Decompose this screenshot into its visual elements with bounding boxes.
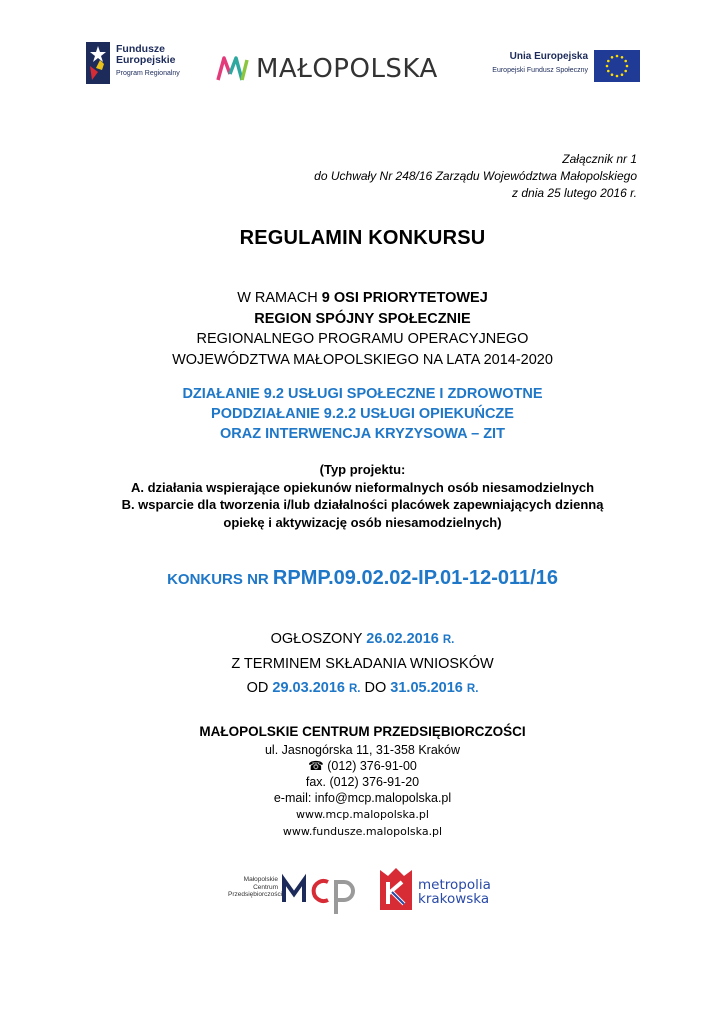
project-type-block (0, 461, 725, 531)
metropolia-logo-text (418, 878, 491, 906)
axis-line1 (0, 288, 725, 309)
eu-logo (482, 50, 640, 84)
institution-web1[interactable]: www.mcp.malopolska.pl (296, 808, 429, 821)
contest-number (0, 567, 725, 590)
attachment-line2: do Uchwały Nr 248/16 Zarządu Województwa Małopolskiego (314, 169, 637, 183)
dates-block (0, 627, 725, 701)
axis-line2: REGION SPÓJNY SPOŁECZNIE (254, 310, 471, 327)
document-title: REGULAMIN KONKURSU (239, 227, 486, 249)
action-block (0, 384, 725, 444)
metropolia-krakowska-logo (378, 866, 504, 916)
contest-prefix: KONKURS NR (167, 571, 273, 588)
institution-block (0, 722, 725, 840)
malopolska-logo (216, 52, 456, 86)
from-r: R. (348, 683, 361, 695)
metropolia-mark-icon (378, 866, 414, 914)
mcp-logo-line3: Przedsiębiorczości (228, 891, 283, 898)
mcp-logo (228, 868, 358, 916)
institution-fax: fax. (012) 376-91-20 (305, 775, 420, 789)
malopolska-logo-text: MAŁOPOLSKA (256, 54, 438, 84)
fundusze-logo-sub: Program Regionalny (116, 70, 180, 77)
metropolia-line1: metropolia (418, 877, 491, 893)
mcp-logo-text (228, 876, 283, 899)
eu-logo-title: Unia Europejska (509, 51, 588, 62)
project-type-line1: (Typ projektu: (319, 462, 406, 477)
announced-r: R. (442, 634, 455, 646)
project-type-line2: A. działania wspierające opiekunów nieformalnych osób niesamodzielnych (130, 479, 595, 495)
institution-email[interactable]: e-mail: info@mcp.malopolska.pl (273, 791, 452, 805)
from-date: 29.03.2016 (272, 680, 345, 696)
institution-name: MAŁOPOLSKIE CENTRUM PRZEDSIĘBIORCZOŚCI (199, 724, 526, 739)
announced-date: 26.02.2016 (366, 631, 439, 647)
axis-line3: REGIONALNEGO PROGRAMU OPERACYJNEGO (196, 331, 529, 347)
fundusze-logo-line1: Fundusze (116, 43, 165, 55)
institution-web2[interactable]: www.fundusze.malopolska.pl (282, 825, 443, 838)
from-label: OD (246, 680, 273, 696)
to-date: 31.05.2016 (390, 680, 463, 696)
axis-bold: 9 OSI PRIORYTETOWEJ (321, 290, 488, 306)
to-label: DO (364, 680, 391, 696)
attachment-line1: Załącznik nr 1 (562, 152, 637, 166)
eu-flag-icon (594, 50, 640, 82)
fundusze-europejskie-logo (86, 42, 206, 86)
phone-icon: ☎ (308, 759, 324, 773)
project-type-line3: B. wsparcie dla tworzenia i/lub działalności placówek zapewniających dzienną (121, 497, 604, 512)
institution-phone-line (0, 758, 725, 774)
metropolia-line2: krakowska (418, 891, 490, 907)
project-type-line4: opiekę i aktywizację osób niesamodzielnych) (223, 514, 502, 530)
fundusze-europejskie-mark-icon (86, 42, 112, 84)
announced-label: OGŁOSZONY (270, 631, 367, 647)
action-line1: DZIAŁANIE 9.2 USŁUGI SPOŁECZNE I ZDROWOTNE (182, 386, 543, 402)
deadline-label: Z TERMINEM SKŁADANIA WNIOSKÓW (231, 656, 494, 672)
eu-logo-sub: Europejski Fundusz Społeczny (492, 67, 588, 74)
priority-axis-block (0, 288, 725, 370)
attachment-line3: z dnia 25 lutego 2016 r. (512, 186, 637, 200)
action-line3: ORAZ INTERWENCJA KRYZYSOWA – ZIT (220, 426, 505, 442)
mcp-mark-icon (282, 870, 358, 916)
axis-prefix: W RAMACH (237, 290, 322, 306)
announced-line (0, 627, 725, 652)
fundusze-logo-line2: Europejskie (116, 54, 176, 66)
institution-address: ul. Jasnogórska 11, 31-358 Kraków (264, 743, 461, 757)
contest-id: RPMP.09.02.02-IP.01-12-011/16 (272, 567, 558, 589)
malopolska-mark-icon (216, 54, 250, 82)
action-line2: PODDZIAŁANIE 9.2.2 USŁUGI OPIEKUŃCZE (211, 406, 514, 422)
mcp-logo-line1: Małopolskie (243, 876, 278, 883)
institution-phone: (012) 376-91-00 (327, 759, 417, 773)
axis-line4: WOJEWÓDZTWA MAŁOPOLSKIEGO NA LATA 2014-2020 (172, 351, 553, 368)
mcp-logo-line2: Centrum (253, 883, 278, 891)
to-r: R. (466, 683, 479, 695)
deadline-range (0, 676, 725, 701)
attachment-note (314, 151, 637, 202)
fundusze-logo-text (116, 44, 176, 66)
